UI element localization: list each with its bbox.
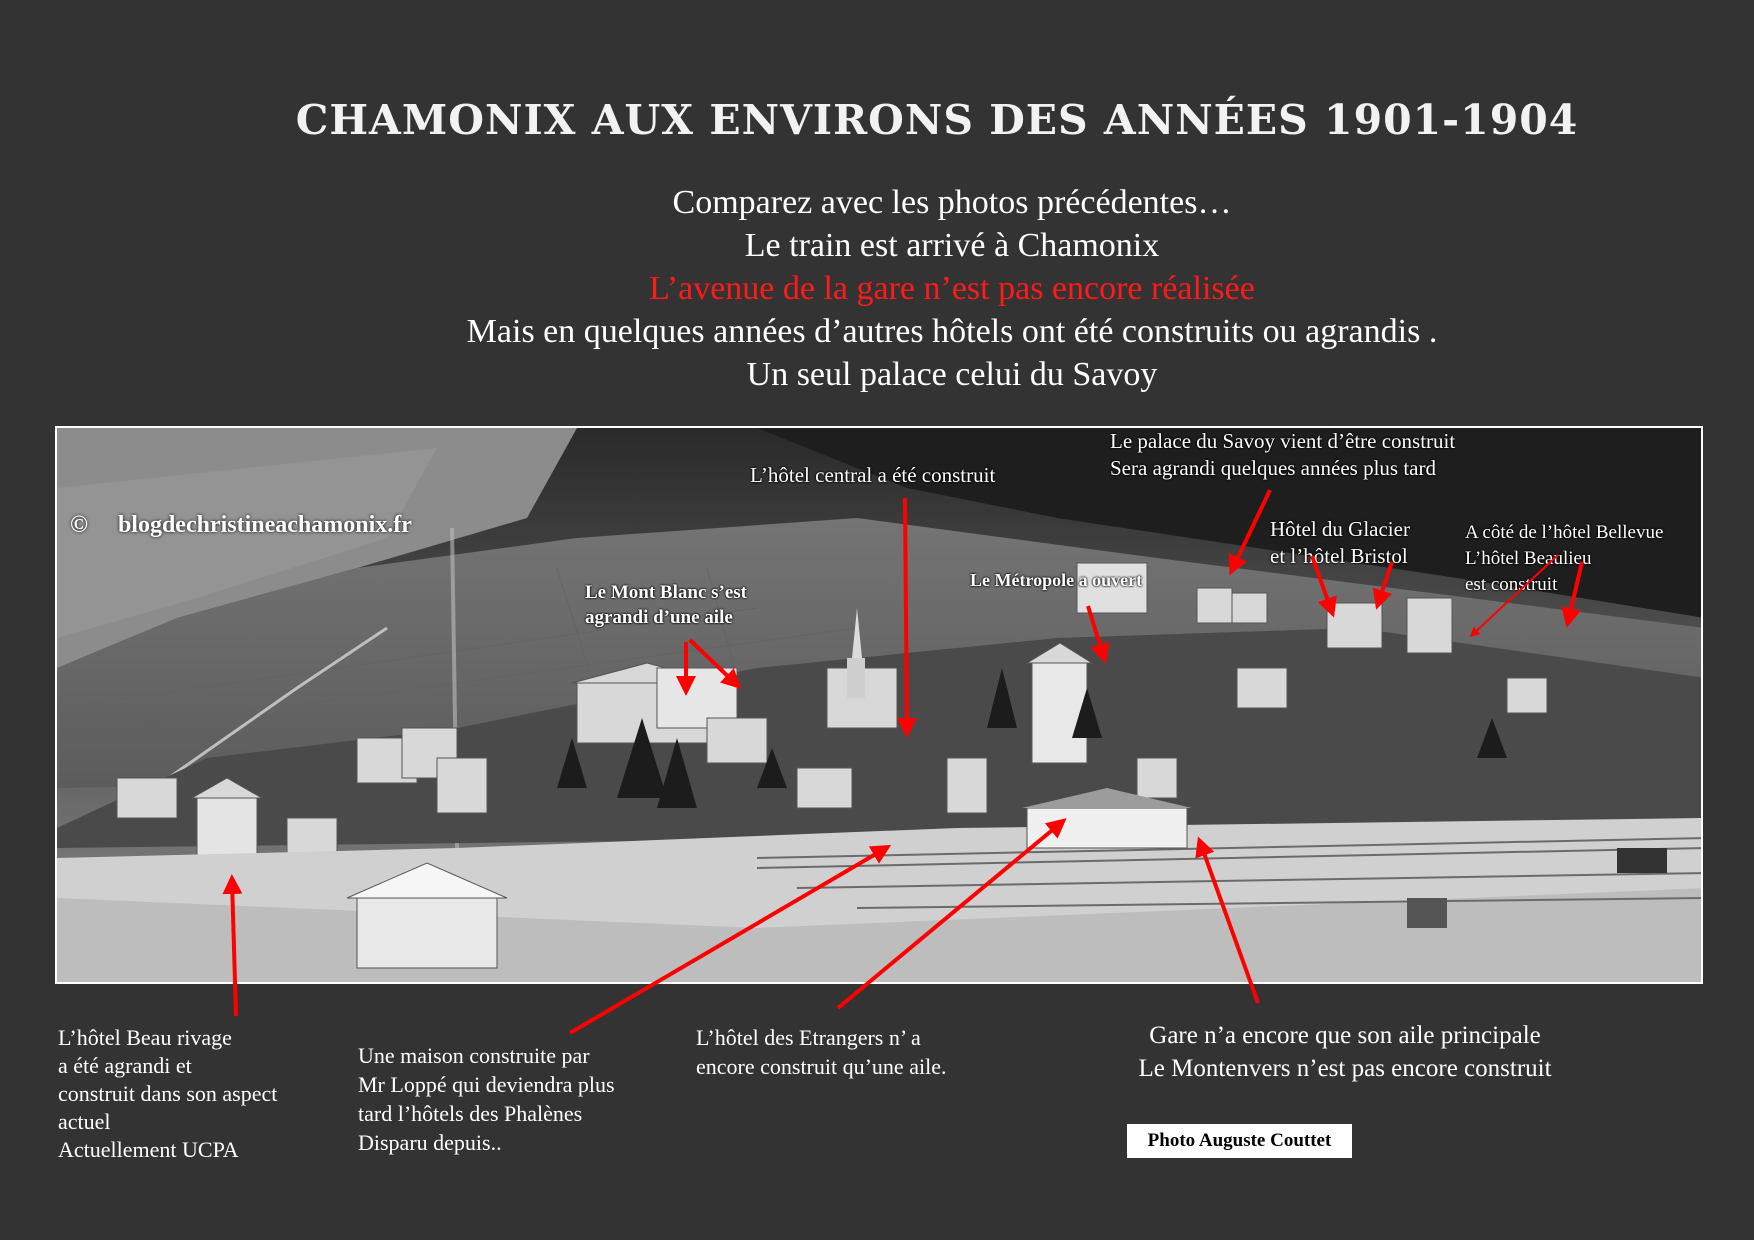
page-title: CHAMONIX AUX ENVIRONS DES ANNÉES 1901-1904: [295, 96, 1579, 144]
annotation-savoy: Le palace du Savoy vient d’être construit Sera agrandi quelques années plus tard: [1110, 429, 1456, 480]
intro-line-1: Comparez avec les photos précédentes…: [672, 184, 1232, 221]
annotation-hotel-central: L’hôtel central a été construit: [750, 463, 996, 487]
station-building: [1027, 808, 1187, 848]
annotation-glacier-bristol: Hôtel du Glacier et l’hôtel Bristol: [1270, 517, 1410, 568]
watermark: [70, 512, 412, 539]
copyright-icon: ©: [70, 512, 88, 538]
historic-photo: [55, 426, 1703, 984]
watermark-text: blogdechristineachamonix.fr: [117, 512, 412, 538]
intro-line-4: Mais en quelques années d’autres hôtels ont été construits ou agrandis .: [466, 313, 1438, 350]
intro-line-3: L’avenue de la gare n’est pas encore réalisée: [649, 270, 1255, 307]
caption-gare: Gare n’a encore que son aile principale Le Montenvers n’est pas encore construit: [1138, 1022, 1552, 1082]
photo-credit: Photo Auguste Couttet: [1127, 1124, 1352, 1158]
caption-maison-loppe: Une maison construite par Mr Loppé qui deviendra plus tard l’hôtels des Phalènes Disparu depuis..: [358, 1043, 615, 1155]
annotation-metropole: Le Métropole a ouvert: [970, 570, 1143, 590]
caption-beau-rivage: L’hôtel Beau rivage a été agrandi et construit dans son aspect actuel Actuellement UCPA: [58, 1025, 278, 1162]
caption-etrangers: L’hôtel des Etrangers n’ a encore construit qu’une aile.: [696, 1025, 947, 1079]
intro-line-5: Un seul palace celui du Savoy: [746, 356, 1158, 393]
annotation-beaulieu: A côté de l’hôtel Bellevue L’hôtel Beaulieu est construit: [1465, 522, 1664, 595]
annotation-mont-blanc: Le Mont Blanc s’est agrandi d’une aile: [585, 582, 748, 628]
intro-line-2: Le train est arrivé à Chamonix: [744, 227, 1160, 264]
